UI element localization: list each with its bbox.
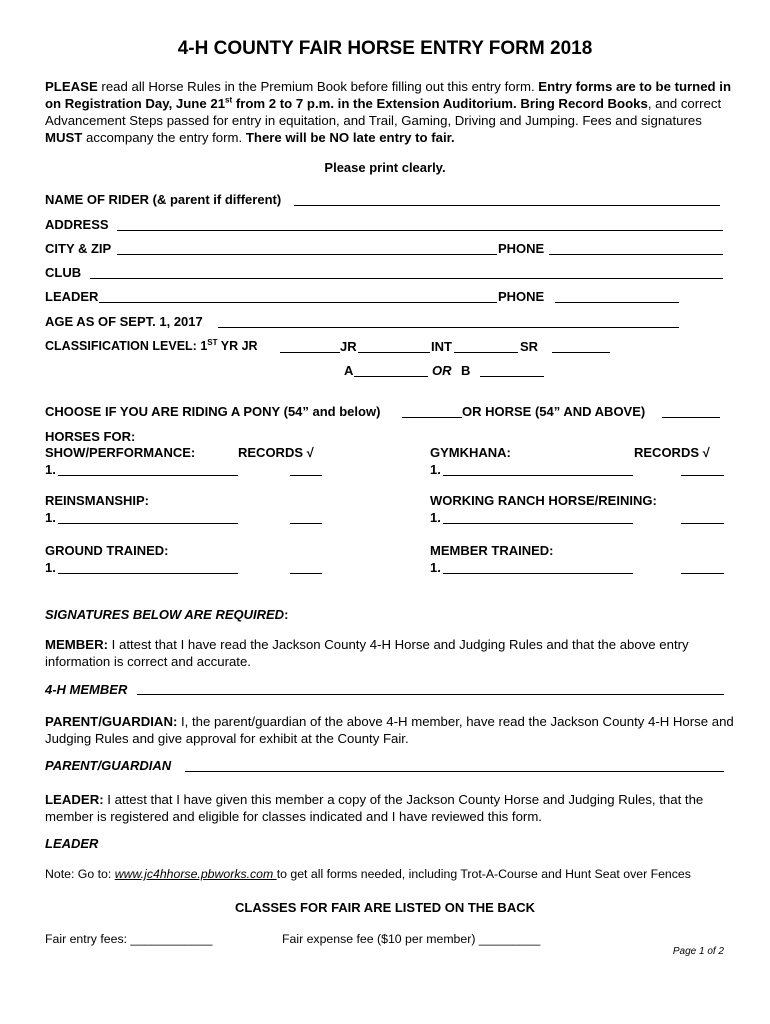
ground-entry-field[interactable]: [58, 573, 238, 574]
intro-deadline-2: from 2 to 7 p.m. in the Extension Auditorium. Bring Record Books: [232, 96, 648, 111]
parent-statement: [45, 713, 735, 747]
fair-entry-fees: Fair entry fees: ____________: [45, 932, 213, 946]
intro-no-late: There will be NO late entry to fair.: [245, 130, 455, 145]
intro-sup: st: [225, 95, 233, 105]
member-statement-text: I attest that I have read the Jackson County 4-H Horse and Judging Rules and that the above entry information is correct and accurate.: [45, 637, 689, 669]
phone-label: PHONE: [498, 241, 545, 256]
ground-num: 1.: [45, 560, 56, 575]
leader-phone-label: PHONE: [498, 289, 545, 304]
first-yr-jr-field[interactable]: [280, 352, 340, 353]
print-clearly: Please print clearly.: [324, 160, 446, 175]
ranch-num: 1.: [430, 510, 441, 525]
leader-sig-label: LEADER: [45, 836, 99, 851]
records-label-1: RECORDS √: [238, 445, 314, 460]
phone-field[interactable]: [549, 254, 723, 255]
member-trained-label: MEMBER TRAINED:: [430, 543, 554, 558]
name-label: NAME OF RIDER (& parent if different): [45, 192, 282, 207]
reinsmanship-num: 1.: [45, 510, 56, 525]
member-trained-num: 1.: [430, 560, 441, 575]
jr-field[interactable]: [358, 352, 430, 353]
signatures-colon: :: [284, 607, 289, 622]
show-num: 1.: [45, 462, 56, 477]
ranch-label: WORKING RANCH HORSE/REINING:: [430, 493, 657, 508]
parent-statement-text: I, the parent/guardian of the above 4-H member, have read the Jackson County 4-H Horse and Judging Rules and give approval for exhibit at the County Fair.: [45, 714, 734, 746]
member-statement: [45, 636, 735, 670]
horse-label: OR HORSE (54” AND ABOVE): [462, 404, 646, 419]
parent-sig-label: PARENT/GUARDIAN: [45, 758, 172, 773]
leader-field[interactable]: [99, 302, 497, 303]
a-label: A: [344, 363, 354, 378]
show-label: SHOW/PERFORMANCE:: [45, 445, 196, 460]
note-pre: Note: Go to:: [45, 867, 115, 881]
gymkhana-records-field[interactable]: [681, 475, 724, 476]
ground-label: GROUND TRAINED:: [45, 543, 169, 558]
pony-field[interactable]: [402, 417, 462, 418]
name-field[interactable]: [294, 205, 720, 206]
leader-statement-label: LEADER:: [45, 792, 104, 807]
pony-label: CHOOSE IF YOU ARE RIDING A PONY (54” and below): [45, 404, 381, 419]
ranch-records-field[interactable]: [681, 523, 724, 524]
club-field[interactable]: [90, 278, 723, 279]
member-trained-entry-field[interactable]: [443, 573, 633, 574]
int-label: INT: [431, 339, 452, 354]
city-label: CITY & ZIP: [45, 241, 112, 256]
classification-text: CLASSIFICATION LEVEL: 1: [45, 339, 208, 353]
leader-phone-field[interactable]: [555, 302, 679, 303]
classification-label: [45, 339, 258, 353]
signatures-heading-text: SIGNATURES BELOW ARE REQUIRED: [45, 607, 285, 622]
intro-text-2: , and correct Advancement Steps passed for entry in equitation, and Trail, Gaming, Driving and Jumping. Fees and signatures: [45, 96, 722, 128]
jr-label: JR: [340, 339, 357, 354]
ground-records-field[interactable]: [290, 573, 322, 574]
fair-expense-fee: Fair expense fee ($10 per member) _________: [282, 932, 541, 946]
member-statement-label: MEMBER:: [45, 637, 109, 652]
intro-paragraph: [45, 78, 735, 146]
address-field[interactable]: [117, 230, 723, 231]
city-field[interactable]: [117, 254, 497, 255]
horses-for-heading: HORSES FOR:: [45, 429, 136, 444]
or-label: OR: [432, 363, 452, 378]
classification-yr: YR JR: [217, 339, 258, 353]
reinsmanship-label: REINSMANSHIP:: [45, 493, 150, 508]
leader-label: LEADER: [45, 289, 99, 304]
member-sig-label: 4-H MEMBER: [45, 682, 128, 697]
signatures-heading: [45, 607, 288, 622]
gymkhana-label: GYMKHANA:: [430, 445, 511, 460]
sr-field[interactable]: [552, 352, 610, 353]
intro-must: MUST: [45, 130, 83, 145]
member-signature-field[interactable]: [137, 694, 724, 695]
parent-signature-field[interactable]: [185, 771, 724, 772]
leader-statement: [45, 791, 735, 825]
page-title: 4-H COUNTY FAIR HORSE ENTRY FORM 2018: [177, 38, 593, 59]
sr-label: SR: [520, 339, 539, 354]
intro-please: PLEASE: [45, 79, 98, 94]
show-entry-field[interactable]: [58, 475, 238, 476]
parent-statement-label: PARENT/GUARDIAN:: [45, 714, 178, 729]
classes-on-back: CLASSES FOR FAIR ARE LISTED ON THE BACK: [235, 900, 535, 915]
member-trained-records-field[interactable]: [681, 573, 724, 574]
leader-statement-text: I attest that I have given this member a copy of the Jackson County Horse and Judging Rules, that the member is registered and eligible for classes indicated and I have reviewed this form.: [45, 792, 704, 824]
gymkhana-entry-field[interactable]: [443, 475, 633, 476]
reinsmanship-entry-field[interactable]: [58, 523, 238, 524]
website-link[interactable]: www.jc4hhorse.pbworks.com: [114, 867, 277, 881]
gymkhana-num: 1.: [430, 462, 441, 477]
age-field[interactable]: [218, 327, 679, 328]
intro-text-1: read all Horse Rules in the Premium Book before filling out this entry form.: [97, 79, 539, 94]
age-label: AGE AS OF SEPT. 1, 2017: [45, 314, 203, 329]
intro-deadline: Entry forms are to be turned in on Registration Day, June 21: [45, 79, 731, 111]
club-label: CLUB: [45, 265, 82, 280]
classification-sup: ST: [207, 337, 218, 347]
b-label: B: [461, 363, 471, 378]
int-field[interactable]: [454, 352, 518, 353]
show-records-field[interactable]: [290, 475, 322, 476]
ranch-entry-field[interactable]: [443, 523, 633, 524]
a-field[interactable]: [354, 376, 428, 377]
note-post: to get all forms needed, including Trot-A-Course and Hunt Seat over Fences: [276, 867, 691, 881]
b-field[interactable]: [480, 376, 544, 377]
intro-text-3: accompany the entry form.: [82, 130, 246, 145]
records-label-2: RECORDS √: [634, 445, 710, 460]
note-line: [45, 867, 691, 881]
address-label: ADDRESS: [45, 217, 109, 232]
horse-field[interactable]: [662, 417, 720, 418]
page-number: Page 1 of 2: [672, 946, 724, 957]
reinsmanship-records-field[interactable]: [290, 523, 322, 524]
